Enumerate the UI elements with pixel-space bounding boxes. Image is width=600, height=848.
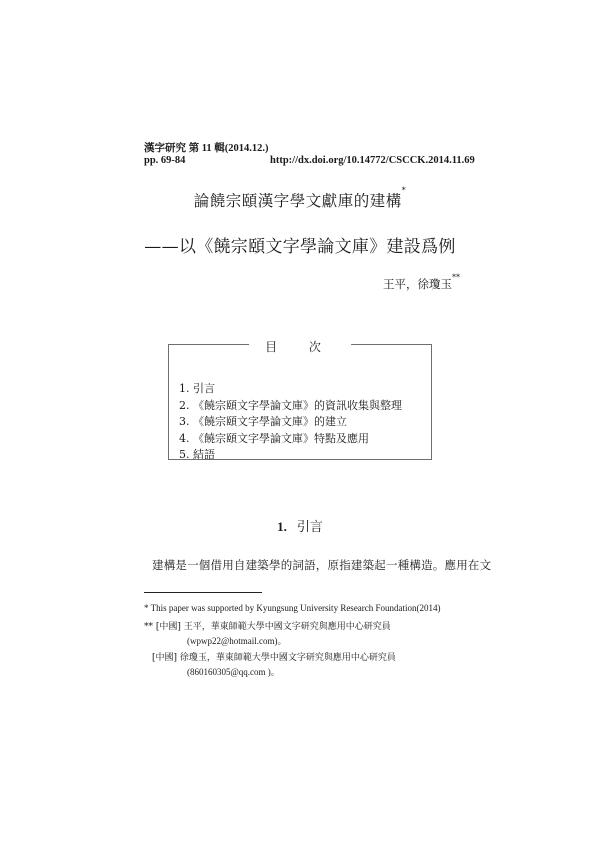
footnote-funding: * This paper was supported by Kyungsung University Research Foundation(2014) <box>144 603 441 613</box>
toc-item: 3. 《饒宗頤文字學論文庫》的建立 <box>179 415 347 428</box>
toc-item: 4. 《饒宗頤文字學論文庫》特點及應用 <box>179 431 369 445</box>
toc-item: 1. 引言 <box>179 382 215 395</box>
toc-list <box>179 381 402 464</box>
section-title: 引言 <box>296 520 323 535</box>
paper-subtitle: ——以《饒宗頤文字學論文庫》建設爲例 <box>144 237 456 257</box>
toc-item: 2. 《饒宗頤文字學論文庫》的資訊收集與整理 <box>179 398 402 412</box>
footnote-author-1: ** [中國] 王平，華東師範大學中國文字研究與應用中心研究員 <box>144 622 391 632</box>
author-footnote-mark: ** <box>452 273 460 282</box>
section-number: 1. <box>277 519 287 534</box>
paper-title <box>0 186 600 211</box>
table-of-contents <box>168 340 432 461</box>
doi-link[interactable]: http://dx.doi.org/10.14772/CSCCK.2014.11.69 <box>270 155 475 166</box>
footnote-divider <box>144 592 262 593</box>
title-footnote-mark: * <box>401 186 407 195</box>
footnote-author-1-email: (wpwp22@hotmail.com)。 <box>187 636 287 646</box>
footnote-author-2: [中國] 徐瓊玉，華東師範大學中國文字研究與應用中心研究員 <box>152 653 396 663</box>
author-line <box>383 273 460 292</box>
footnote-author-2-email: (860160305@qq.com )。 <box>187 667 280 677</box>
section-heading <box>0 516 600 535</box>
toc-title: 目 次 <box>249 338 351 355</box>
journal-header: 漢字研究 第 11 輯(2014.12.) <box>144 143 269 154</box>
title-main: 論饒宗頤漢字學文獻庫的建構 <box>193 192 402 210</box>
author-names: 王平，徐瓊玉 <box>383 277 452 291</box>
body-paragraph: 建構是一個借用自建築學的詞語，原指建築起一種構造。應用在文 <box>152 558 492 572</box>
page-range: pp. 69-84 <box>144 155 186 166</box>
toc-item: 5. 結語 <box>179 448 215 461</box>
